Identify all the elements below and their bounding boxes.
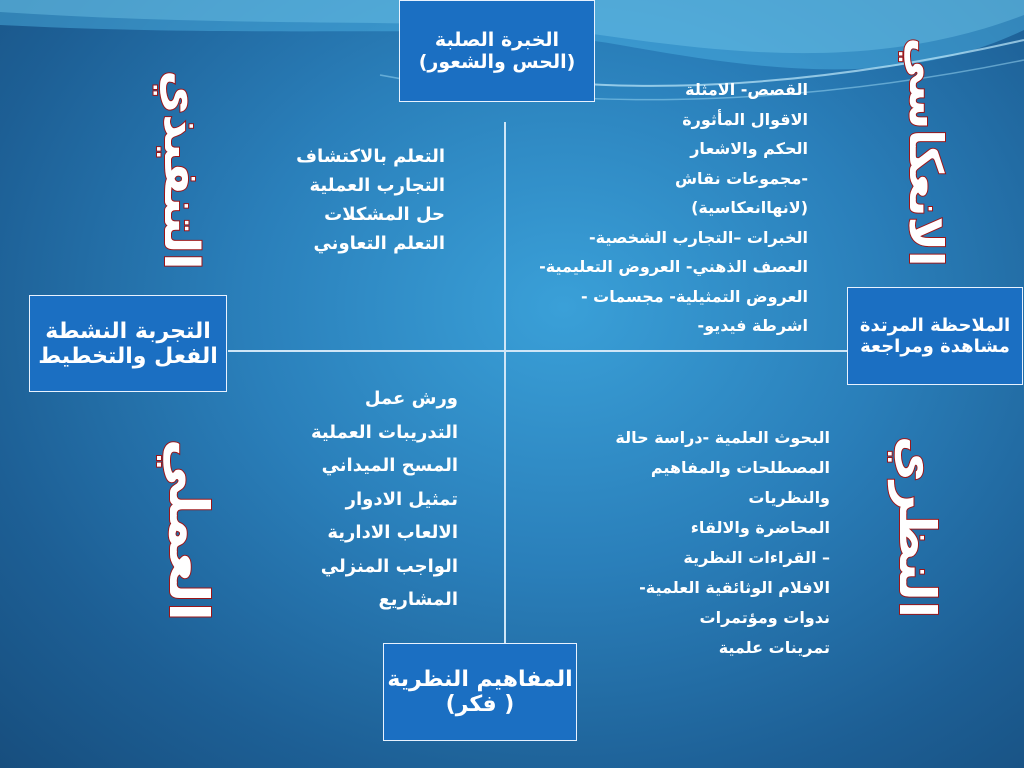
list-top-right <box>505 75 808 341</box>
list-item: اشرطة فيديو- <box>697 316 808 335</box>
list-item: والنظريات <box>748 488 830 507</box>
list-item: القصص- الامثلة <box>685 80 808 99</box>
title-amali-text: العملي <box>157 438 220 622</box>
title-amali <box>130 425 220 635</box>
list-item: الالعاب الادارية <box>327 522 458 543</box>
list-bottom-left <box>295 382 458 617</box>
title-nazari-text: النظري <box>888 436 946 618</box>
box-reflective-observation <box>847 287 1023 385</box>
list-item: الواجب المنزلي <box>320 555 458 577</box>
list-item: المصطلحات والمفاهيم <box>650 458 830 477</box>
list-top-left <box>285 142 445 258</box>
list-item: العصف الذهني- العروض التعليمية- <box>539 257 808 276</box>
box-right-line2: مشاهدة ومراجعة <box>860 336 1010 357</box>
list-item: التعلم بالاكتشاف <box>296 146 445 167</box>
title-inakasi-text: الانعكاسي <box>899 37 953 267</box>
box-top-line2: (الحس والشعور) <box>418 51 576 73</box>
list-item: ندوات ومؤتمرات <box>699 608 830 627</box>
list-item: المحاضرة والالقاء <box>690 518 830 537</box>
list-item: المسح الميداني <box>321 455 458 476</box>
list-item: تمرينات علمية <box>718 638 830 657</box>
box-left-line1: التجربة النشطة <box>45 318 211 344</box>
list-item: العروض التمثيلية- مجسمات - <box>580 286 808 306</box>
list-item: – القراءات النظرية <box>683 548 830 567</box>
box-abstract-conceptualization <box>383 643 577 741</box>
list-item: البحوث العلمية -دراسة حالة <box>615 428 830 447</box>
list-item: الاقوال المأثورة <box>682 109 808 129</box>
list-item: الافلام الوثائقية العلمية- <box>639 578 830 597</box>
horizontal-axis <box>228 350 848 352</box>
list-item: الحكم والاشعار <box>690 139 808 158</box>
list-item: -مجموعات نقاش <box>674 168 808 188</box>
title-inakasi <box>870 37 953 267</box>
list-item: التعلم التعاوني <box>313 233 445 254</box>
list-item: حل المشكلات <box>324 204 445 225</box>
list-item: المشاريع <box>378 589 458 610</box>
list-item: التجارب العملية <box>309 175 445 196</box>
title-nazari <box>860 430 946 625</box>
box-right-line1: الملاحظة المرتدة <box>859 315 1011 336</box>
title-tanfeedhi-text: التنفيذي <box>153 70 209 270</box>
list-item: الخبرات –التجارب الشخصية- <box>588 227 808 247</box>
box-bottom-line1: المفاهيم النظرية <box>387 667 573 692</box>
list-item: التدريبات العملية <box>310 421 458 443</box>
title-tanfeedhi <box>125 65 209 275</box>
box-top-line1: الخبرة الصلبة <box>434 29 560 51</box>
box-active-experimentation <box>29 295 227 392</box>
list-item: ورش عمل <box>364 388 458 409</box>
list-item: (لانهاانعكاسية) <box>691 198 808 217</box>
box-bottom-line2: ( فكر) <box>445 692 515 717</box>
list-item: تمثيل الادوار <box>345 488 458 510</box>
list-bottom-right <box>580 423 830 663</box>
box-left-line2: الفعل والتخطيط <box>38 343 218 369</box>
